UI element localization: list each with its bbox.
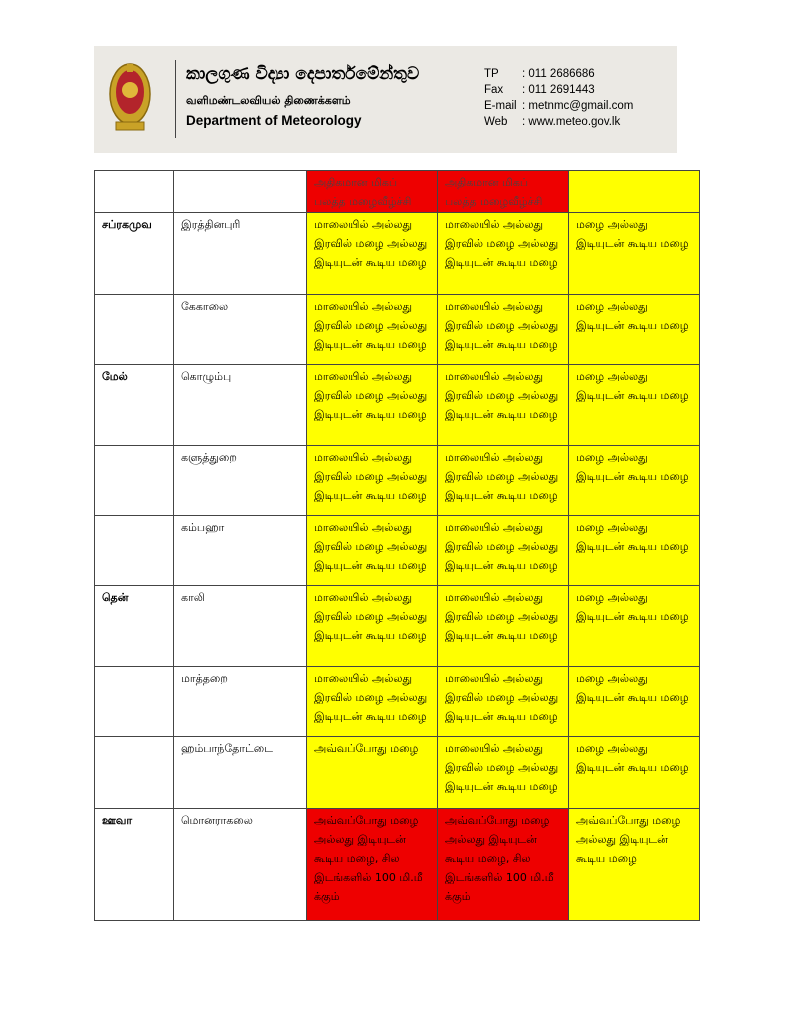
header-cell: அதிகமான மிகப் பலத்த மழைவீழ்ச்சி (438, 171, 569, 213)
forecast-cell: மழை அல்லது இடியுடன் கூடிய மழை (569, 516, 700, 586)
forecast-cell: அவ்வப்போது மழை அல்லது இடியுடன் கூடிய மழை, சில இடங்களில் 100 மி.மீ க்கும் (438, 809, 569, 921)
contact-label: E-mail (484, 100, 517, 112)
contact-phone (484, 66, 633, 82)
district-cell: இரத்தினபுரி (174, 213, 307, 295)
province-cell: ஊவா (95, 809, 174, 921)
forecast-cell: மாலையில் அல்லது இரவில் மழை அல்லது இடியுடன் கூடிய மழை (438, 737, 569, 809)
header-divider (175, 60, 176, 138)
district-cell: கம்பஹா (174, 516, 307, 586)
contact-block (484, 66, 633, 130)
province-cell (95, 516, 174, 586)
header-cell (174, 171, 307, 213)
table-header-row (95, 171, 700, 213)
forecast-cell: மாலையில் அல்லது இரவில் மழை அல்லது இடியுடன் கூடிய மழை (438, 516, 569, 586)
forecast-cell: மாலையில் அல்லது இரவில் மழை அல்லது இடியுடன் கூடிய மழை (438, 586, 569, 667)
province-cell: சப்ரகமுவ (95, 213, 174, 295)
contact-web (484, 114, 633, 130)
table-row (95, 213, 700, 295)
header-cell (569, 171, 700, 213)
forecast-cell: மழை அல்லது இடியுடன் கூடிய மழை (569, 667, 700, 737)
province-cell: தென் (95, 586, 174, 667)
province-cell (95, 446, 174, 516)
forecast-cell: மாலையில் அல்லது இரவில் மழை அல்லது இடியுடன் கூடிய மழை (307, 213, 438, 295)
header-cell (95, 171, 174, 213)
district-cell: காலி (174, 586, 307, 667)
forecast-cell: மாலையில் அல்லது இரவில் மழை அல்லது இடியுடன் கூடிய மழை (438, 213, 569, 295)
district-cell: கேகாலை (174, 295, 307, 365)
forecast-cell: அவ்வப்போது மழை (307, 737, 438, 809)
forecast-cell: மழை அல்லது இடியுடன் கூடிய மழை (569, 737, 700, 809)
contact-label: Fax (484, 84, 504, 96)
forecast-cell: மாலையில் அல்லது இரவில் மழை அல்லது இடியுடன் கூடிய மழை (307, 586, 438, 667)
forecast-cell: மாலையில் அல்லது இரவில் மழை அல்லது இடியுடன் கூடிய மழை (438, 446, 569, 516)
table-row (95, 667, 700, 737)
contact-label: Web (484, 116, 508, 128)
org-name-tamil: வளிமண்டலவியல் திணைக்களம் (186, 94, 351, 107)
district-cell: கொழும்பு (174, 365, 307, 446)
forecast-cell: மாலையில் அல்லது இரவில் மழை அல்லது இடியுடன் கூடிய மழை (307, 516, 438, 586)
forecast-cell: மாலையில் அல்லது இரவில் மழை அல்லது இடியுடன் கூடிய மழை (307, 667, 438, 737)
district-cell: மாத்தறை (174, 667, 307, 737)
forecast-cell: மழை அல்லது இடியுடன் கூடிய மழை (569, 295, 700, 365)
table-row (95, 295, 700, 365)
contact-value: : 011 2691443 (522, 84, 595, 96)
province-cell (95, 295, 174, 365)
table-row (95, 516, 700, 586)
district-cell: ஹம்பாந்தோட்டை (174, 737, 307, 809)
province-cell: மேல் (95, 365, 174, 446)
forecast-cell: மழை அல்லது இடியுடன் கூடிய மழை (569, 213, 700, 295)
forecast-table (94, 170, 700, 921)
forecast-cell: மாலையில் அல்லது இரவில் மழை அல்லது இடியுடன் கூடிய மழை (307, 365, 438, 446)
forecast-cell: மழை அல்லது இடியுடன் கூடிய மழை (569, 446, 700, 516)
table-row (95, 365, 700, 446)
district-cell: களுத்துறை (174, 446, 307, 516)
sri-lanka-emblem-icon (108, 60, 152, 136)
contact-value[interactable]: : www.meteo.gov.lk (522, 116, 621, 128)
contact-email (484, 98, 633, 114)
letterhead (94, 46, 677, 153)
forecast-cell: மழை அல்லது இடியுடன் கூடிய மழை (569, 365, 700, 446)
forecast-cell: மாலையில் அல்லது இரவில் மழை அல்லது இடியுடன் கூடிய மழை (438, 295, 569, 365)
forecast-cell: அவ்வப்போது மழை அல்லது இடியுடன் கூடிய மழை (569, 809, 700, 921)
contact-fax (484, 82, 633, 98)
table-row (95, 586, 700, 667)
table-row (95, 737, 700, 809)
contact-label: TP (484, 68, 499, 80)
contact-value[interactable]: : metnmc@gmail.com (522, 100, 634, 112)
forecast-cell: மாலையில் அல்லது இரவில் மழை அல்லது இடியுடன் கூடிய மழை (438, 667, 569, 737)
forecast-cell: மாலையில் அல்லது இரவில் மழை அல்லது இடியுடன் கூடிய மழை (438, 365, 569, 446)
forecast-cell: மழை அல்லது இடியுடன் கூடிய மழை (569, 586, 700, 667)
org-name-sinhala: කාලගුණ විද්‍යා දෙපාර්තමේන්තුව (186, 64, 420, 84)
district-cell: மொனராகலை (174, 809, 307, 921)
header-cell: அதிகமான மிகப் பலத்த மழைவீழ்ச்சி (307, 171, 438, 213)
contact-value: : 011 2686686 (522, 68, 595, 80)
forecast-cell: அவ்வப்போது மழை அல்லது இடியுடன் கூடிய மழை, சில இடங்களில் 100 மி.மீ க்கும் (307, 809, 438, 921)
forecast-cell: மாலையில் அல்லது இரவில் மழை அல்லது இடியுடன் கூடிய மழை (307, 446, 438, 516)
org-name-english: Department of Meteorology (186, 113, 362, 128)
table-row (95, 809, 700, 921)
province-cell (95, 737, 174, 809)
province-cell (95, 667, 174, 737)
forecast-cell: மாலையில் அல்லது இரவில் மழை அல்லது இடியுடன் கூடிய மழை (307, 295, 438, 365)
table-row (95, 446, 700, 516)
